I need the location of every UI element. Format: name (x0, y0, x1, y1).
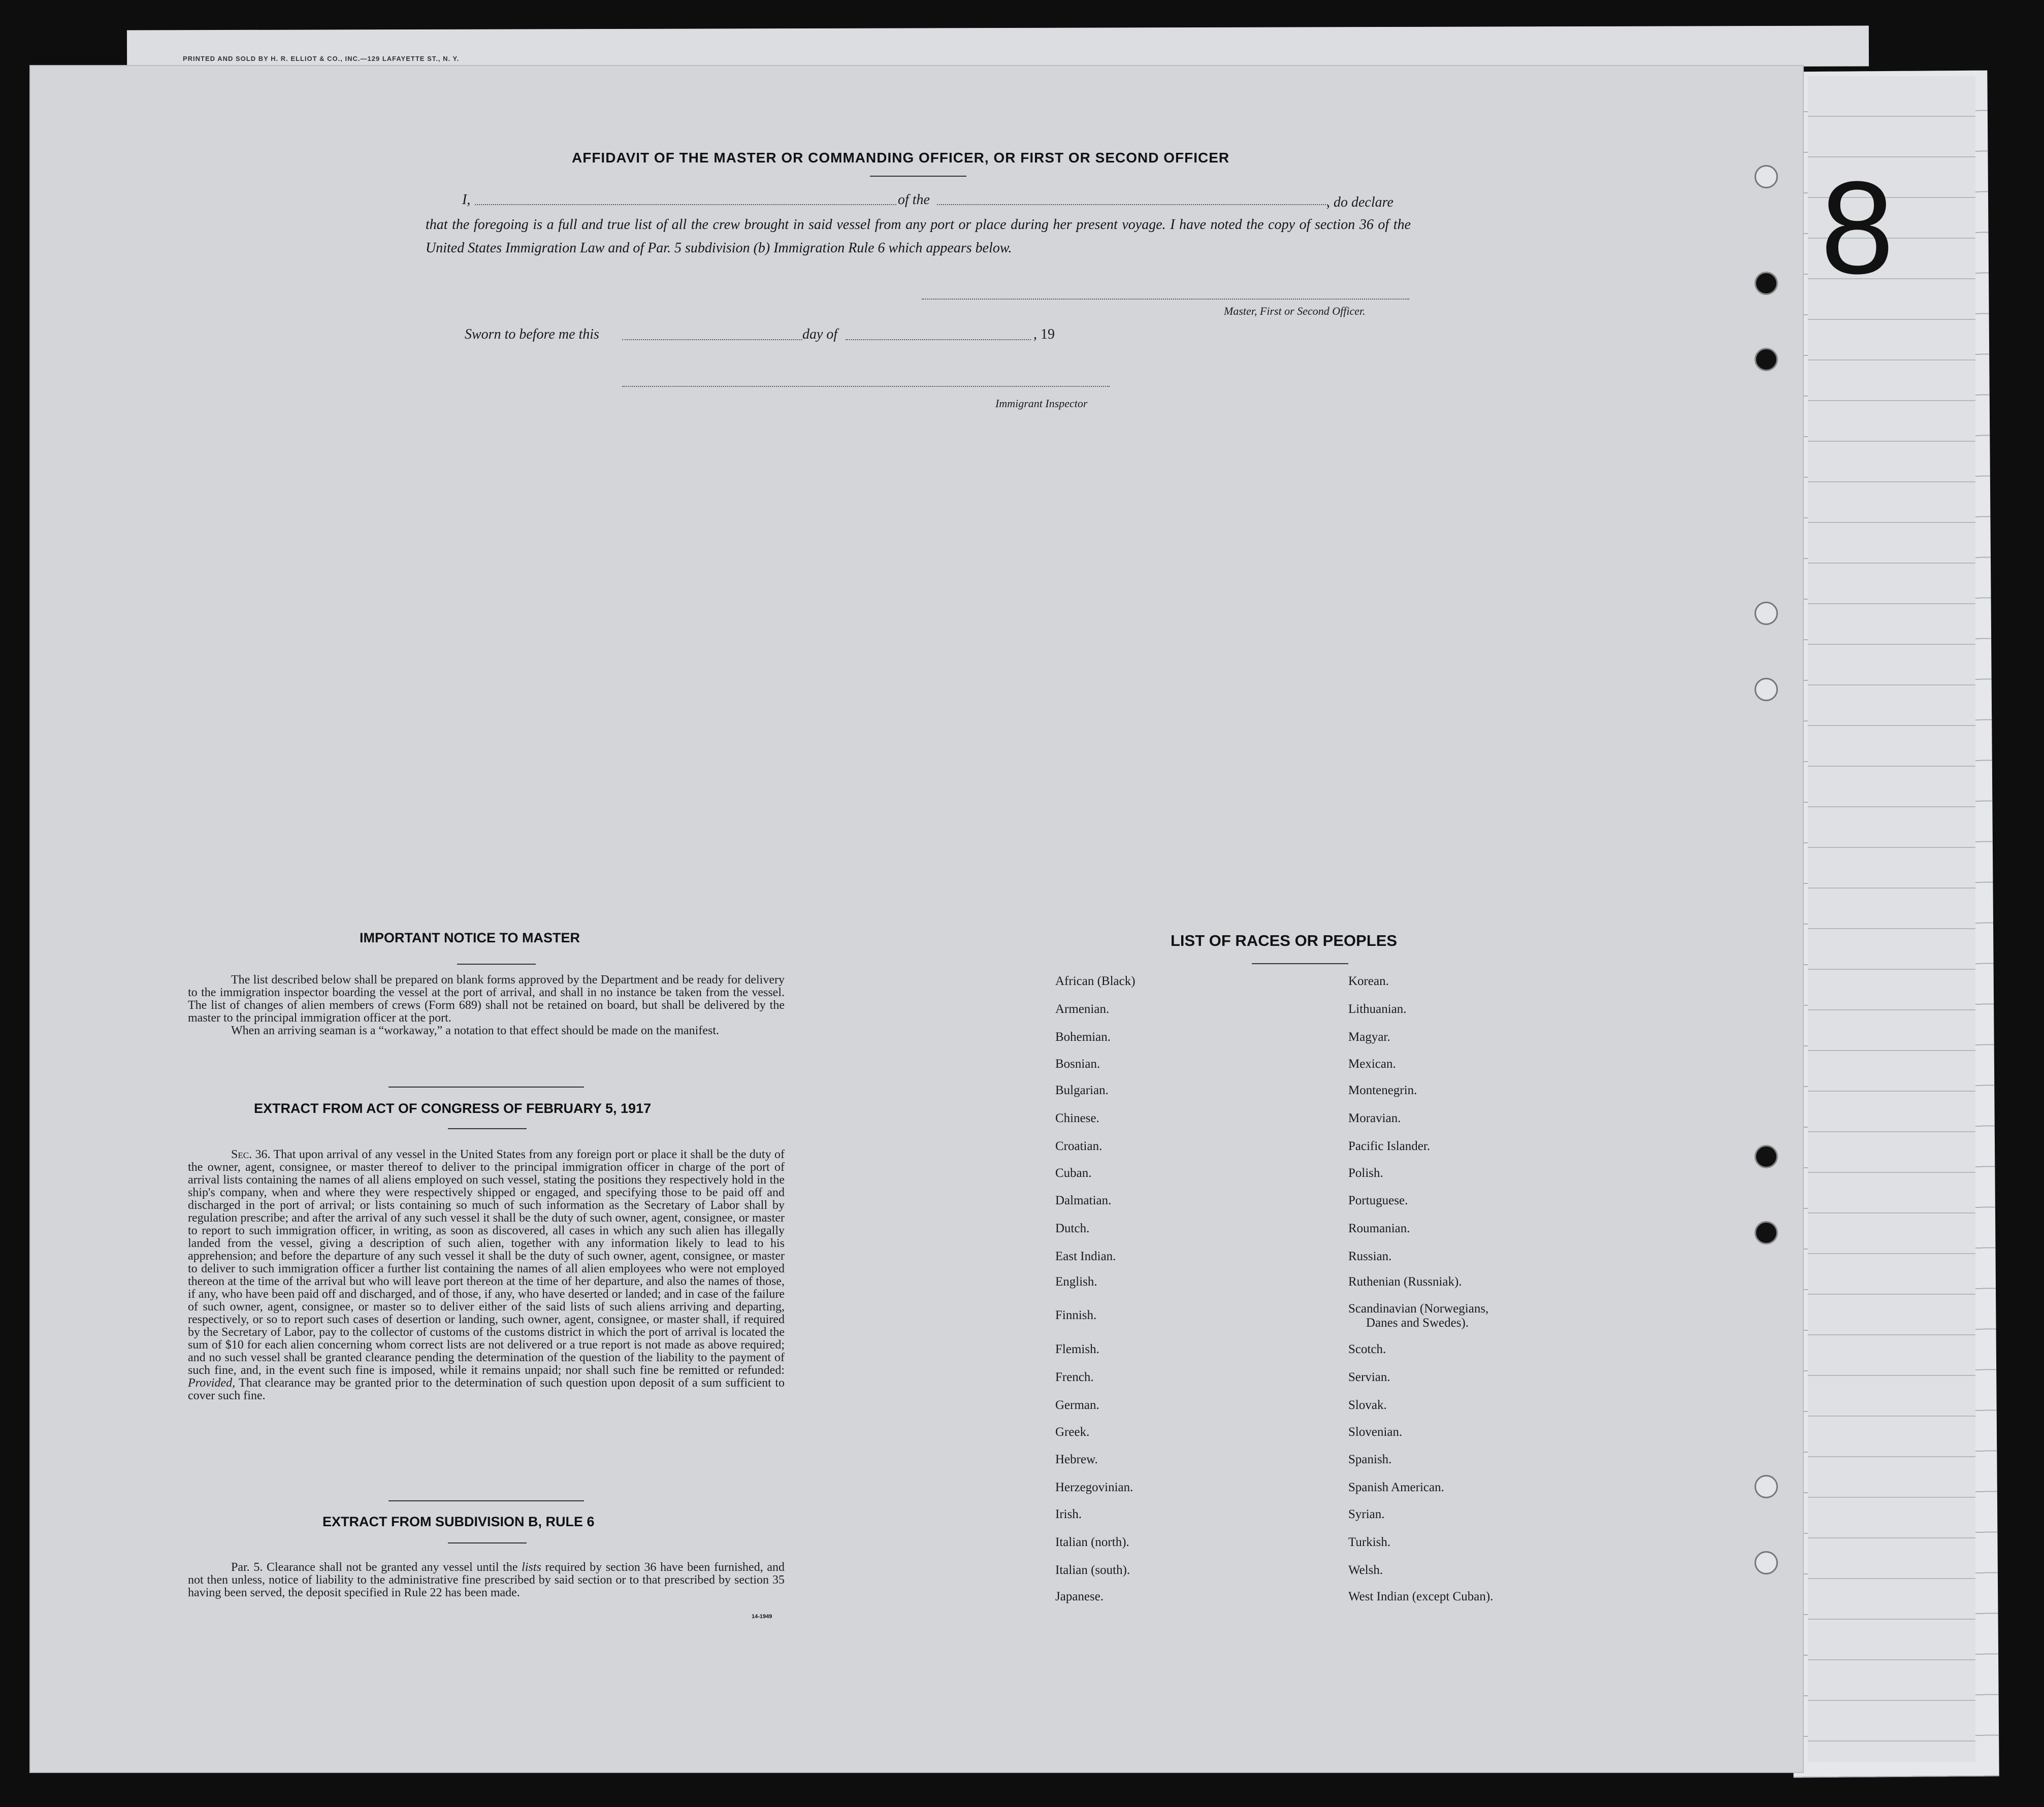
race-item: Croatian. (1055, 1139, 1102, 1153)
notice-paragraph: The list described below shall be prepared on blank forms approved by the Department and be ready for delivery to the immigration inspector boarding the vessel at the port of arrival, and shall in no instance be taken from the vessel. The list of changes of alien members of crews (Form 689) shall not be retained on board, but shall be delivered by the master to the principal immigration officer at the port. (188, 973, 785, 1025)
binder-hole (1755, 348, 1778, 371)
notice-paragraph: When an arriving seaman is a “workaway,” a notation to that effect should be made on the manifest. (231, 1024, 719, 1037)
inspector-caption: Immigrant Inspector (995, 397, 1088, 410)
manifest-back-page (30, 66, 1803, 1772)
race-item: Bohemian. (1055, 1030, 1111, 1044)
race-item: African (Black) (1055, 974, 1135, 988)
act-text: That upon arrival of any vessel in the United States from any foreign port or place it shall be the duty of the owner, agent, consignee, or master thereof to deliver to the principal immigration officer in charge of the port of arrival lists containing the names of all aliens employed on such vessel, stating the positions they respectively hold in the ship's company, when and where they were respectively shipped or engaged, and specifying those to be paid off and discharged in the port of arrival; or lists containing so much of such information as the Secretary of Labor shall by regulation prescribe; and after the arrival of any such vessel it shall be the duty of such owner, agent, consignee, or master to report to such immigration officer, in writing, as soon as discovered, all cases in which any such alien has illegally landed from the vessel, giving a description of such alien, together with any information likely to lead to his apprehension; and before the departure of any such vessel it shall be the duty of such owner, agent, consignee, or master to deliver to such immigration officer a further list containing the names of all alien employees who were not employed thereon at the time of the arrival but who will leave port thereon at the time of her departure, and also the names of those, if any, who have been paid off and discharged, and of those, if any, who have deserted or landed; and in case of the failure of such owner, agent, consignee, or master so to deliver either of the said lists of such aliens arriving and departing, respectively, or so to report such cases of desertion or landing, such owner, agent, consignee, or master shall, if required by the Secretary of Labor, pay to the collector of customs of the customs district in which the port of arrival is located the sum of $10 for each alien concerning whom correct lists are not delivered or a true report is not made as above required; and no such vessel shall be granted clearance pending the determination of the question of the liability to the payment of such fine, and, in the event such fine is imposed, while it remains unpaid; nor shall such fine be remitted or refunded: (188, 1148, 785, 1377)
race-item: West Indian (except Cuban). (1348, 1590, 1494, 1603)
race-item: Pacific Islander. (1348, 1139, 1431, 1153)
race-item: Moravian. (1348, 1111, 1401, 1125)
race-item: Welsh. (1348, 1563, 1383, 1577)
binder-hole (1755, 1145, 1778, 1168)
race-item: Polish. (1348, 1166, 1383, 1180)
binder-hole (1755, 1475, 1778, 1498)
race-item: Ruthenian (Russniak). (1348, 1275, 1462, 1289)
race-item: Turkish. (1348, 1535, 1391, 1549)
affiant-label: I, (462, 192, 471, 208)
title-underline (870, 176, 966, 177)
race-item: Greek. (1055, 1425, 1090, 1439)
underlying-ruled-sheet-inner (1808, 76, 1975, 1762)
affiant-name-field[interactable] (475, 204, 896, 205)
race-item: English. (1055, 1275, 1097, 1289)
lists-word: lists (522, 1561, 541, 1574)
act-extract-title: EXTRACT FROM ACT OF CONGRESS OF FEBRUARY 5, 1917 (254, 1101, 652, 1116)
binder-hole (1755, 1551, 1778, 1574)
rule-text-end: required by section 36 have been furnished, and not then unless, notice of liability to the administrative fine prescribed by said section or to that prescribed by section 35 having been served, the deposit specified in Rule 22 has been made. (188, 1561, 785, 1599)
race-item: Finnish. (1055, 1308, 1097, 1322)
race-item: Hebrew. (1055, 1453, 1098, 1466)
race-item: Flemish. (1055, 1342, 1099, 1356)
race-item: Cuban. (1055, 1166, 1092, 1180)
race-item: Bulgarian. (1055, 1083, 1109, 1097)
act-title-underline (448, 1128, 527, 1129)
rule-title-underline (448, 1542, 527, 1543)
important-notice-body (188, 974, 785, 1037)
race-item: Japanese. (1055, 1590, 1104, 1603)
binder-hole (1755, 1221, 1778, 1244)
rule-extract-title: EXTRACT FROM SUBDIVISION B, RULE 6 (322, 1514, 595, 1529)
race-item: Chinese. (1055, 1111, 1099, 1125)
race-item: Servian. (1348, 1370, 1390, 1384)
important-notice-title: IMPORTANT NOTICE TO MASTER (360, 930, 580, 945)
race-item: Syrian. (1348, 1507, 1385, 1521)
sec-label: Sec. 36. (231, 1148, 271, 1161)
inspector-signature-field[interactable] (622, 386, 1110, 387)
race-item: Bosnian. (1055, 1057, 1100, 1071)
year-label: , 19 (1033, 326, 1055, 342)
master-signature-field[interactable] (922, 299, 1409, 300)
binder-hole (1755, 272, 1778, 295)
form-number: 14-1949 (752, 1614, 772, 1620)
race-item: Magyar. (1348, 1030, 1390, 1044)
race-item: Dalmatian. (1055, 1194, 1112, 1207)
do-declare-label: , do declare (1326, 194, 1393, 210)
race-item: Montenegrin. (1348, 1083, 1417, 1097)
rule-extract-body (188, 1561, 785, 1599)
race-item: Russian. (1348, 1250, 1392, 1263)
sworn-month-field[interactable] (846, 339, 1031, 340)
race-item: Roumanian. (1348, 1222, 1410, 1235)
race-item: Danes and Swedes). (1366, 1316, 1469, 1330)
affidavit-title: AFFIDAVIT OF THE MASTER OR COMMANDING OFFICER, OR FIRST OR SECOND OFFICER (572, 150, 1230, 166)
races-title-underline (1252, 963, 1348, 964)
section-divider (388, 1500, 584, 1501)
binder-hole (1755, 165, 1778, 188)
handwritten-page-number: 8 (1821, 154, 1894, 302)
sworn-day-field[interactable] (622, 339, 802, 340)
provided-word: Provided, (188, 1376, 236, 1390)
rule-text: Par. 5. Clearance shall not be granted any vessel until the (231, 1561, 518, 1574)
race-item: Dutch. (1055, 1222, 1090, 1235)
race-item: Irish. (1055, 1507, 1082, 1521)
race-item: German. (1055, 1398, 1099, 1412)
race-item: Scotch. (1348, 1342, 1386, 1356)
declaration-text: that the foregoing is a full and true list of all the crew brought in said vessel from any port or place during her present voyage. I have noted the copy of section 36 of the United States Immigration Law and of Par. 5 subdivision (b) Immigration Rule 6 which appears below. (426, 217, 1411, 256)
race-item: Spanish American. (1348, 1481, 1444, 1494)
race-item: Portuguese. (1348, 1194, 1408, 1207)
rule-paragraph (188, 1561, 785, 1599)
race-item: East Indian. (1055, 1250, 1116, 1263)
race-item: Italian (north). (1055, 1535, 1129, 1549)
master-signature-caption: Master, First or Second Officer. (1224, 305, 1366, 317)
race-item: Italian (south). (1055, 1563, 1130, 1577)
act-section-36 (188, 1148, 785, 1402)
notice-title-underline (457, 964, 536, 965)
underlying-top-sheet (127, 26, 1869, 71)
binder-hole (1755, 678, 1778, 701)
printer-imprint: PRINTED AND SOLD BY H. R. ELLIOT & CO., INC.—129 LAFAYETTE ST., N. Y. (183, 55, 460, 62)
race-item: Slovak. (1348, 1398, 1387, 1412)
vessel-name-field[interactable] (937, 204, 1328, 205)
race-item: Armenian. (1055, 1002, 1110, 1016)
sworn-label: Sworn to before me this (465, 326, 599, 342)
day-of-label: day of (802, 326, 838, 342)
act-extract-body (188, 1148, 785, 1402)
race-item: Slovenian. (1348, 1425, 1403, 1439)
race-item: Korean. (1348, 974, 1389, 988)
race-item: Lithuanian. (1348, 1002, 1407, 1016)
of-the-label: of the (898, 192, 930, 208)
binder-hole (1755, 602, 1778, 625)
race-item: Spanish. (1348, 1453, 1392, 1466)
race-item: Herzegovinian. (1055, 1481, 1133, 1494)
race-item: Mexican. (1348, 1057, 1396, 1071)
section-divider (388, 1087, 584, 1088)
races-list-title: LIST OF RACES OR PEOPLES (1171, 932, 1398, 949)
act-text-end: That clearance may be granted prior to the determination of such question upon deposit of a sum sufficient to cover such fine. (188, 1376, 785, 1402)
race-item: Scandinavian (Norwegians, (1348, 1302, 1489, 1316)
race-item: French. (1055, 1370, 1094, 1384)
